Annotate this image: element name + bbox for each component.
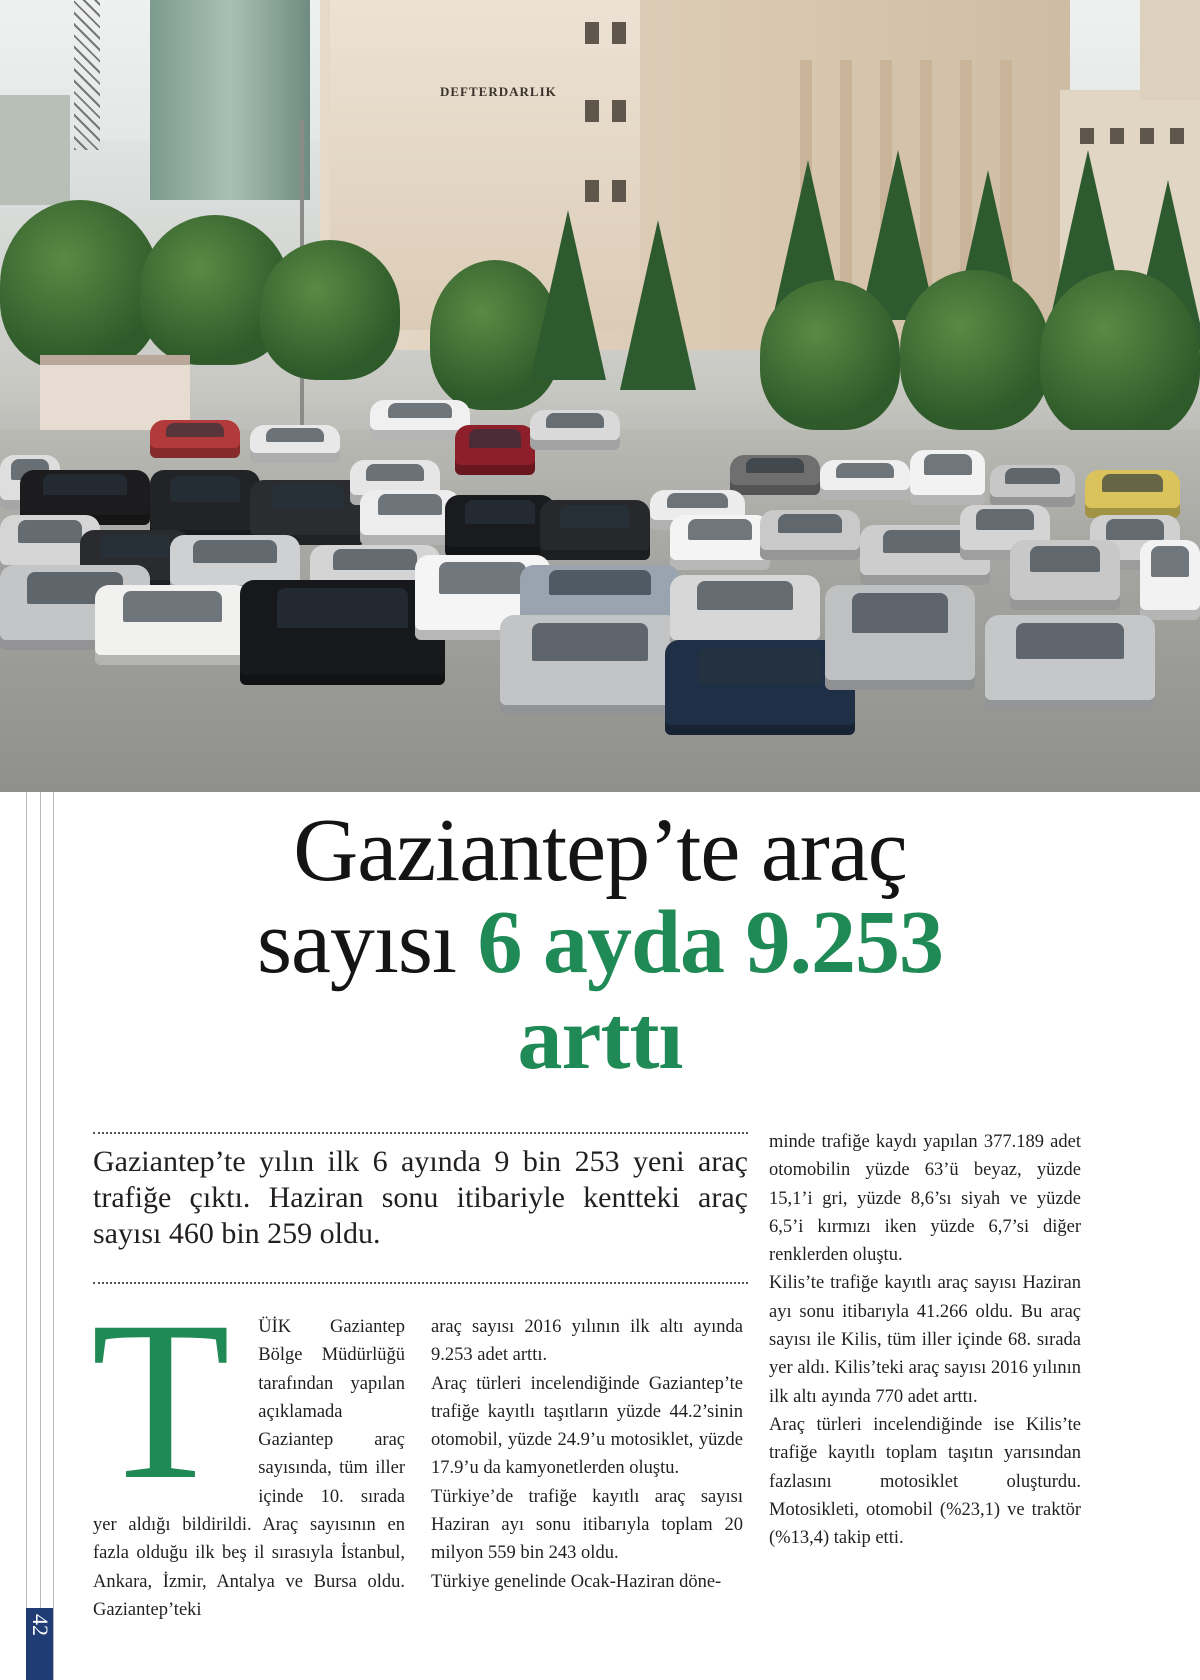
pine-tree	[530, 210, 606, 380]
car	[670, 515, 770, 570]
car	[730, 455, 820, 495]
body-column-1	[91, 1275, 405, 1624]
car	[825, 585, 975, 690]
body-paragraph: ÜİK Gaziantep Bölge Müdürlüğü tarafından yapılan açıklamada Gaziantep araç sayısında, tüm iller içinde 10. sırada yer aldığı bildirildi. Araç sayısının en fazla olduğu ilk beş il sırasıyla İstanbul, Ankara, İzmir, Antalya ve Bursa oldu. Gaziantep’teki	[93, 1317, 405, 1620]
tree	[1040, 270, 1200, 440]
car	[910, 450, 985, 505]
car	[990, 465, 1075, 507]
window	[1080, 128, 1094, 144]
car	[500, 615, 680, 715]
window	[585, 100, 599, 122]
margin-rule	[40, 792, 41, 1680]
body-paragraph: araç sayısı 2016 yılının ilk altı ayında 9.253 adet arttı.	[431, 1317, 743, 1366]
car	[250, 425, 340, 463]
body-column-3	[769, 1128, 1081, 1552]
car	[670, 575, 820, 650]
body-paragraph: Araç türleri incelendiğinde ise Kilis’te trafiğe kayıtlı toplam taşıtın yarısından fazlasını motosiklet oluşturdu. Motosikleti, otomobil (%23,1) ve traktör (%13,4) takip etti.	[769, 1414, 1081, 1549]
window	[585, 180, 599, 202]
background-building	[0, 95, 70, 205]
tree	[900, 270, 1050, 430]
window	[1140, 128, 1154, 144]
body-paragraph: Kilis’te trafiğe kayıtlı araç sayısı Haziran ayı sonu itibarıyla 41.266 oldu. Bu araç sayısı ile Kilis, tüm iller içinde 68. sırada yer aldı. Kilis’teki araç sayısı 2016 yılının ilk altı ayında 770 adet arttı.	[769, 1273, 1081, 1407]
car	[1140, 540, 1200, 620]
tree	[0, 200, 160, 370]
car	[760, 510, 860, 560]
car	[1085, 470, 1180, 518]
car	[95, 585, 250, 665]
body-paragraph: Türkiye’de trafiğe kayıtlı araç sayısı Haziran ayı sonu itibarıyla toplam 20 milyon 559 bin 243 oldu.	[431, 1486, 743, 1564]
margin-rule	[53, 792, 54, 1680]
car	[820, 460, 910, 500]
building-sign: DEFTERDARLIK	[440, 84, 557, 99]
stadium-floodlight	[74, 0, 100, 150]
car	[445, 495, 555, 557]
margin-rule	[26, 792, 27, 1680]
car	[150, 420, 240, 458]
headline-line-2-plain: sayısı	[256, 893, 478, 992]
glass-building	[150, 0, 310, 200]
window	[1110, 128, 1124, 144]
tree	[260, 240, 400, 380]
car	[540, 500, 650, 560]
car	[985, 615, 1155, 710]
car	[1010, 540, 1120, 610]
pine-tree	[620, 220, 696, 390]
window	[612, 180, 626, 202]
drop-cap: T	[91, 1275, 231, 1527]
window	[1170, 128, 1184, 144]
window	[585, 22, 599, 44]
body-column-2	[431, 1313, 743, 1596]
headline	[60, 801, 1140, 1088]
lead-divider-top	[93, 1132, 748, 1134]
page-number: 42	[28, 1614, 53, 1636]
body-paragraph: minde trafiğe kaydı yapılan 377.189 adet otomobilin yüzde 63’ü beyaz, yüzde 15,1’i gri, yüzde 8,6’sı siyah ve yüzde 6,5’i kırmızı iken yüzde 6,7’si diğer renklerden oluştu.	[769, 1132, 1081, 1266]
building-wing-top	[1140, 0, 1200, 100]
body-paragraph: Araç türleri incelendiğinde Gaziantep’te trafiğe kayıtlı taşıtların yüzde 44.2’sinin otomobil, yüzde 24.9’u motosiklet, yüzde 17.9’u da kamyonetlerden oluştu.	[431, 1373, 743, 1479]
window	[612, 22, 626, 44]
parking-lot-photo	[0, 0, 1200, 792]
headline-line-2-green: 6 ayda 9.253	[477, 893, 944, 992]
lead-paragraph: Gaziantep’te yılın ilk 6 ayında 9 bin 253 yeni araç trafiğe çıktı. Haziran sonu itibariyle kentteki araç sayısı 460 bin 259 oldu.	[93, 1145, 748, 1250]
window	[612, 100, 626, 122]
car	[530, 410, 620, 450]
tree	[760, 280, 900, 430]
headline-line-2	[60, 893, 1140, 992]
headline-line-3: arttı	[517, 989, 683, 1088]
body-paragraph: Türkiye genelinde Ocak-Haziran döne-	[431, 1571, 722, 1592]
headline-line-1: Gaziantep’te araç	[293, 801, 907, 900]
car	[455, 425, 535, 475]
